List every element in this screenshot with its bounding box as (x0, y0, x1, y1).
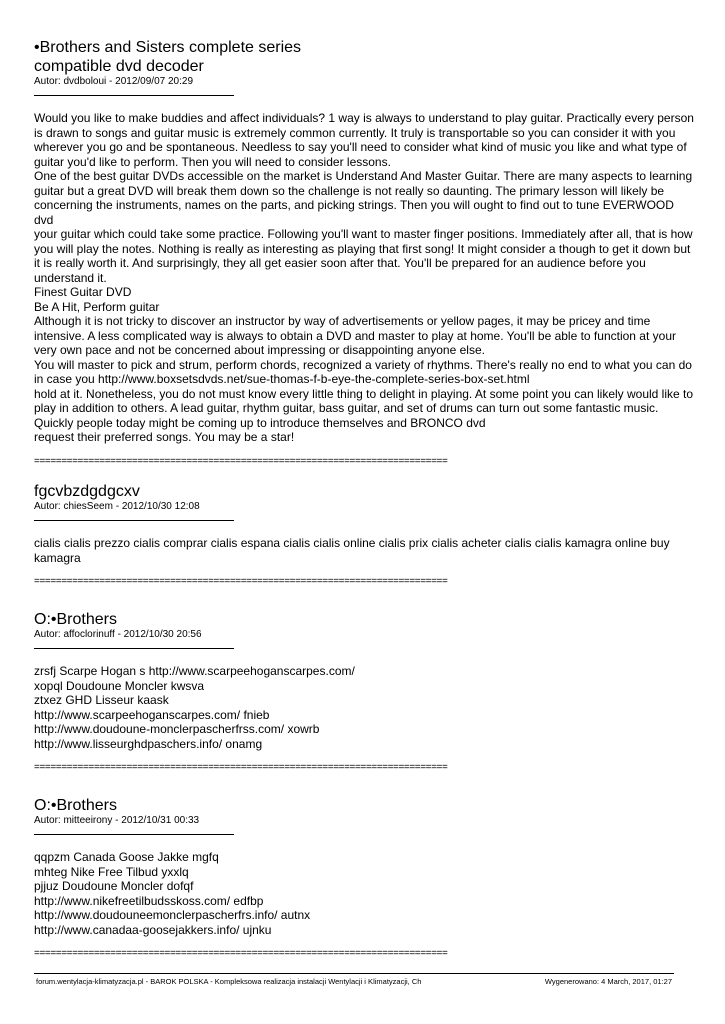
post-meta: Autor: mitteeirony - 2012/10/31 00:33 (34, 815, 200, 826)
post-separator: ============================================================================ (34, 948, 448, 959)
post-3 (34, 610, 694, 774)
post-meta: Autor: chiesSeem - 2012/10/30 12:08 (34, 501, 200, 512)
footer-site-info: forum.wentylacja-klimatyzacja.pl - BAROK POLSKA - Kompleksowa realizacja instalacji Wentylacji i Klimatyzacji, Ch (36, 977, 422, 986)
title-divider (34, 834, 234, 835)
title-divider (34, 520, 234, 521)
post-1 (34, 38, 694, 468)
post-4 (34, 796, 694, 960)
post-body: zrsfj Scarpe Hogan s http://www.scarpeehoganscarpes.com/ xopql Doudoune Moncler kwsva ztxez GHD Lisseur kaask http://www.scarpeehoganscarpes.com/ fnieb http://www.doudoune-monclerpascherfrss.com/ xowrb http://www.lisseurghdpaschers.info/ onamg (34, 664, 355, 751)
post-separator: ============================================================================ (34, 455, 448, 467)
post-meta: Autor: dvdboloui - 2012/09/07 20:29 (34, 76, 194, 87)
post-body: cialis cialis prezzo cialis comprar cialis espana cialis cialis online cialis prix cialis acheter cialis cialis kamagra online buy kamagra (34, 536, 670, 565)
post-title: fgcvbzdgdgcxv (34, 483, 140, 500)
post-body: Would you like to make buddies and affect individuals? 1 way is always to understand to play guitar. Practically every person is drawn to songs and guitar music is extremely common currently. It truly is transportable so you can consider it with you wherever you go and be spontaneous. Needless to say you'll need to consider what kind of music you like and what type of guitar you'd like to perform. Then you will need to consider lessons. One of the best guitar DVDs accessible on the market is Understand And Master Guitar. There are many aspects to learning guitar but a great DVD will break them down so the challenge is not really so daunting. The primary lesson will likely be concerning the instruments, names on the parts, and picking strings. Then you will ought to find out to tune EVERWOOD dvd your guitar which could take some practice. Following you'll want to master finger positions. Immediately after all, that is how you will play the notes. Nothing is really as interesting as playing that first song! It might consider a though to get it down but it is really worth it. And surprisingly, they all get easier soon after that. You'll be prepared for an audience before you understand it. Finest Guitar DVD Be A Hit, Perform guitar Although it is not tricky to discover an instructor by way of advertisements or yellow pages, it may be pricey and time intensive. A less complicated way is always to obtain a DVD and master to play at home. You'll be able to function at your very own pace and not be concerned about impressing or disappointing anyone else. You will master to pick and strum, perform chords, recognized a variety of rhythms. There's really no end to what you can do in case you http://www.boxsetsdvds.net/sue-thomas-f-b-eye-the-complete-series-box-set.html hold at it. Nonetheless, you do not must know every little thing to delight in playing. At some point you can likely would like to play in addition to others. A lead guitar, rhythm guitar, bass guitar, and set of drums can turn out some fantastic music. Quickly people today might be coming up to introduce themselves and BRONCO dvd request their preferred songs. You may be a star! (34, 111, 694, 444)
post-title: O:•Brothers (34, 611, 117, 628)
post-separator: ============================================================================ (34, 762, 448, 773)
post-separator: ============================================================================ (34, 576, 448, 587)
title-divider (34, 95, 234, 96)
post-meta: Autor: affoclorinuff - 2012/10/30 20:56 (34, 629, 202, 640)
page-footer (34, 973, 674, 986)
post-body: qqpzm Canada Goose Jakke mgfq mhteg Nike Free Tilbud yxxlq pjjuz Doudoune Moncler dofqf http://www.nikefreetilbudsskoss.com/ edfbp http://www.doudouneemonclerpascherfrs.info/ autnx http://www.canadaa-goosejakkers.info/ ujnku (34, 850, 311, 937)
footer-generated-date: Wygenerowano: 4 March, 2017, 01:27 (544, 977, 672, 986)
title-divider (34, 648, 234, 649)
post-2 (34, 482, 694, 588)
post-title: •Brothers and Sisters complete series compatible dvd decoder (34, 39, 302, 75)
post-title: O:•Brothers (34, 797, 117, 814)
